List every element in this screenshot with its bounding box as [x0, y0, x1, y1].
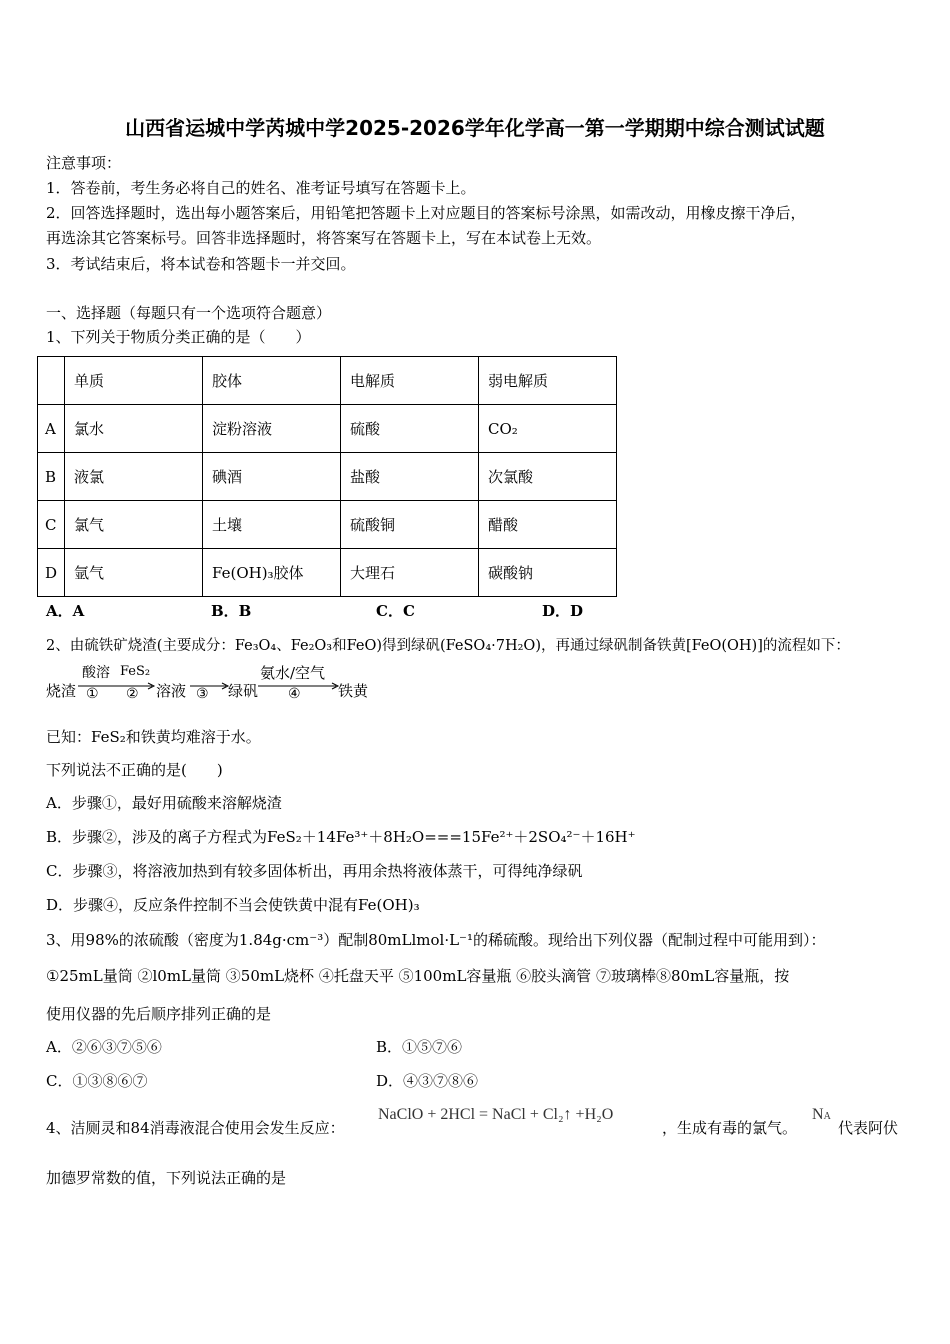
table-cell: 盐酸	[341, 453, 479, 501]
q2-known: 已知：FeS₂和铁黄均难溶于水。	[46, 728, 261, 746]
page-title: 山西省运城中学芮城中学2025-2026学年化学高一第一学期期中综合测试试题	[125, 116, 825, 140]
table-cell: 碳酸钠	[479, 549, 617, 597]
table-cell: 氯水	[65, 405, 203, 453]
flow-solution: 溶液	[156, 682, 187, 700]
table-cell: 次氯酸	[479, 453, 617, 501]
table-cell: 淀粉溶液	[203, 405, 341, 453]
table-header-cell: 单质	[65, 357, 203, 405]
q4-stem-line2: 加德罗常数的值，下列说法正确的是	[46, 1169, 287, 1187]
q4-stem-prefix: 4、洁厕灵和84消毒液混合使用会发生反应：	[46, 1119, 345, 1137]
flow-reagent-4: 氨水/空气	[260, 664, 326, 682]
q2-stem: 2、由硫铁矿烧渣(主要成分：Fe₃O₄、Fe₂O₃和FeO)得到绿矾(FeSO₄·7H₂O)，再通过绿矾制备铁黄[FeO(OH)]的流程如下：	[46, 638, 850, 654]
q3-option-a: A．②⑥③⑦⑤⑥	[46, 1038, 162, 1056]
table-header-cell: 胶体	[203, 357, 341, 405]
table-header-row	[38, 357, 617, 405]
flow-end: 铁黄	[338, 682, 369, 700]
notice-item: 再选涂其它答案标号。回答非选择题时，将答案写在答题卡上，写在本试卷上无效。	[46, 229, 602, 247]
flow-step-3: ③	[196, 686, 209, 702]
q1-option-a: A．A	[46, 602, 85, 620]
table-cell: 醋酸	[479, 501, 617, 549]
avogadro-subscript: A	[823, 1111, 831, 1122]
q2-option-c: C．步骤③，将溶液加热到有较多固体析出，再用余热将液体蒸干，可得纯净绿矾	[46, 862, 583, 880]
table-cell: Fe(OH)₃胶体	[203, 549, 341, 597]
flow-step-2: ②	[126, 686, 139, 702]
q4-equation: NaClO + 2HCl = NaCl + Cl₂↑ +H₂O	[378, 1106, 614, 1123]
classification-table	[37, 356, 617, 597]
table-cell: 硫酸铜	[341, 501, 479, 549]
notice-heading: 注意事项：	[46, 154, 122, 172]
q1-option-b: B．B	[211, 602, 252, 620]
process-flow-diagram	[46, 660, 466, 710]
q2-option-d: D．步骤④，反应条件控制不当会使铁黄中混有Fe(OH)₃	[46, 896, 420, 914]
notice-item: 1．答卷前，考生务必将自己的姓名、准考证号填写在答题卡上。	[46, 179, 476, 197]
table-cell: CO₂	[479, 405, 617, 453]
q4-stem-middle: ，生成有毒的氯气。	[662, 1119, 798, 1137]
q3-ask: 使用仪器的先后顺序排列正确的是	[46, 1005, 272, 1023]
q3-instrument-list: ①25mL量筒 ②l0mL量筒 ③50mL烧杯 ④托盘天平 ⑤100mL容量瓶 ⑥胶头滴管 ⑦玻璃棒⑧80mL容量瓶，按	[46, 967, 790, 985]
table-cell: 氩气	[65, 549, 203, 597]
table-row	[38, 453, 617, 501]
table-cell: A	[38, 405, 65, 453]
table-row	[38, 405, 617, 453]
table-cell: 碘酒	[203, 453, 341, 501]
flow-product: 绿矾	[228, 682, 259, 700]
section-heading: 一、选择题（每题只有一个选项符合题意）	[46, 304, 332, 322]
q4-stem-suffix: 代表阿伏	[838, 1119, 899, 1137]
table-row	[38, 501, 617, 549]
table-header-cell: 弱电解质	[479, 357, 617, 405]
q3-option-c: C．①③⑧⑥⑦	[46, 1072, 148, 1090]
avogadro-symbol	[812, 1106, 831, 1124]
table-row	[38, 549, 617, 597]
q1-stem: 1、下列关于物质分类正确的是（ ）	[46, 328, 311, 346]
q3-option-d: D．④③⑦⑧⑥	[376, 1072, 479, 1090]
notice-item: 2．回答选择题时，选出每小题答案后，用铅笔把答题卡上对应题目的答案标号涂黑，如需改动，用橡皮擦干净后，	[46, 204, 806, 222]
flow-start: 烧渣	[46, 682, 77, 700]
avogadro-letter: N	[812, 1106, 824, 1123]
table-header-cell: 电解质	[341, 357, 479, 405]
flow-step-1: ①	[86, 686, 99, 702]
notice-item: 3．考试结束后，将本试卷和答题卡一并交回。	[46, 255, 356, 273]
q2-option-a: A．步骤①，最好用硫酸来溶解烧渣	[46, 794, 282, 812]
table-cell: 土壤	[203, 501, 341, 549]
table-cell: 硫酸	[341, 405, 479, 453]
flow-reagent-1: 酸溶	[82, 665, 110, 681]
table-cell: 液氯	[65, 453, 203, 501]
q3-stem: 3、用98%的浓硫酸（密度为1.84g·cm⁻³）配制80mLlmol·L⁻¹的稀硫酸。现给出下列仪器（配制过程中可能用到）：	[46, 931, 826, 949]
flow-reagent-2: FeS₂	[120, 664, 151, 679]
table-cell: C	[38, 501, 65, 549]
table-header-cell	[38, 357, 65, 405]
table-cell: 大理石	[341, 549, 479, 597]
q3-option-b: B．①⑤⑦⑥	[376, 1038, 463, 1056]
table-cell: 氯气	[65, 501, 203, 549]
table-cell: D	[38, 549, 65, 597]
q2-option-b: B．步骤②，涉及的离子方程式为FeS₂＋14Fe³⁺＋8H₂O===15Fe²⁺＋2SO₄²⁻＋16H⁺	[46, 828, 636, 846]
flow-step-4: ④	[288, 686, 301, 702]
q2-ask: 下列说法不正确的是( )	[46, 761, 223, 779]
q1-option-c: C．C	[376, 602, 415, 620]
table-cell: B	[38, 453, 65, 501]
q1-option-d: D．D	[542, 602, 584, 620]
